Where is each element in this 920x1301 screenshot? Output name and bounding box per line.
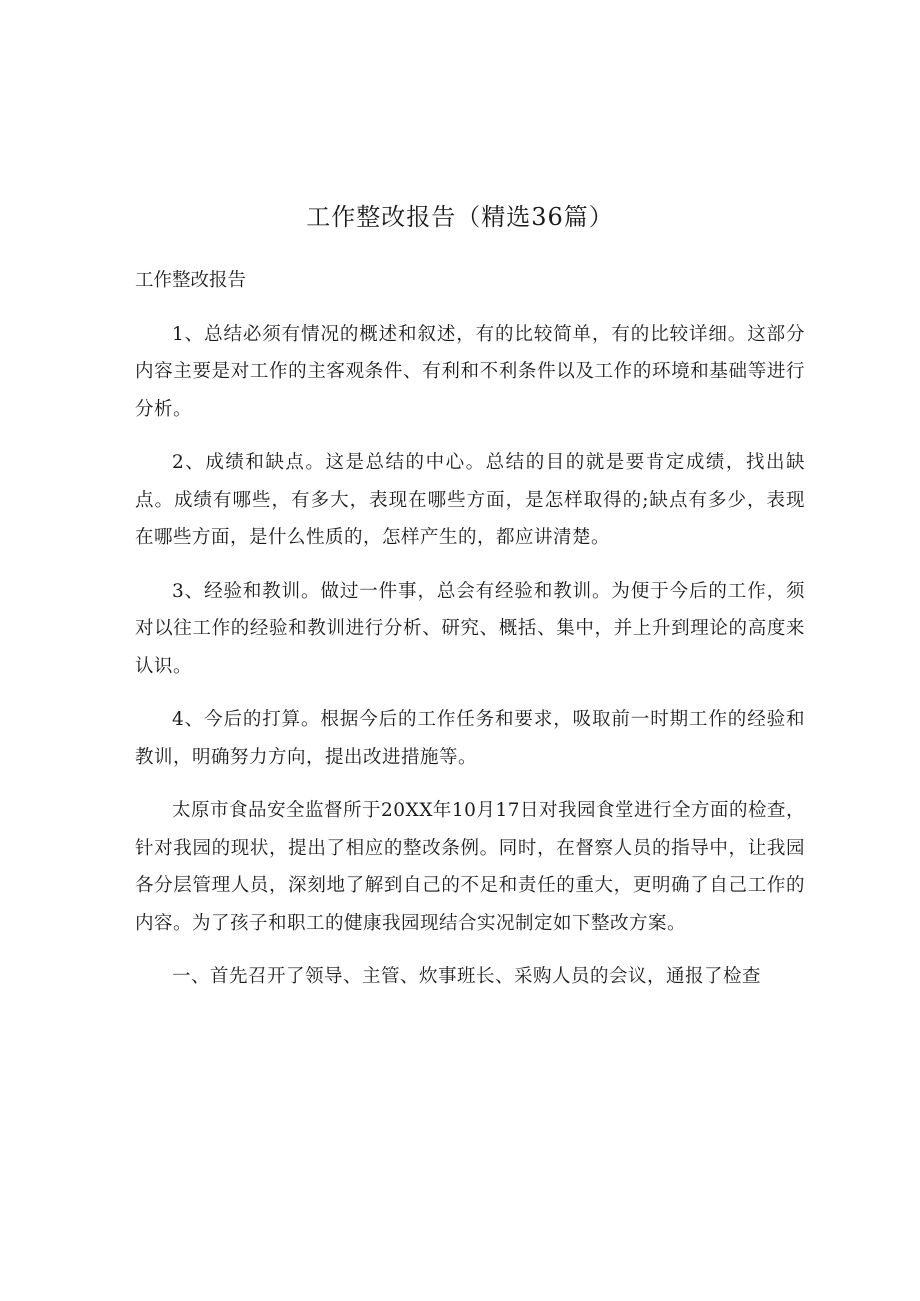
paragraph-measure-one: 一、首先召开了领导、主管、炊事班长、采购人员的会议，通报了检查 [172,966,762,987]
paragraph-summary-overview: 1、总结必须有情况的概述和叙述，有的比较简单，有的比较详细。这部分内容主要是对工作的主客观条件、有利和不利条件以及工作的环境和基础等进行分析。 [135,323,805,420]
document-subtitle: 工作整改报告 [135,270,247,291]
paragraph-future-plans: 4、今后的打算。根据今后的工作任务和要求，吸取前一时期工作的经验和教训，明确努力方向，提出改进措施等。 [135,709,805,768]
paragraph-achievements-shortcomings: 2、成绩和缺点。这是总结的中心。总结的目的就是要肯定成绩，找出缺点。成绩有哪些，有多大，表现在哪些方面，是怎样取得的;缺点有多少，表现在哪些方面，是什么性质的，怎样产生的，都应讲清楚。 [135,452,805,548]
document-title: 工作整改报告（精选36篇） [306,203,614,231]
paragraph-experience-lessons: 3、经验和教训。做过一件事，总会有经验和教训。为便于今后的工作，须对以往工作的经验和教训进行分析、研究、概括、集中，并上升到理论的高度来认识。 [135,580,805,677]
document-body [135,262,805,1012]
paragraph-inspection-background: 太原市食品安全监督所于20XX年10月17日对我园食堂进行全方面的检查，针对我园的现状，提出了相应的整改条例。同时，在督察人员的指导中，让我园各分层管理人员，深刻地了解到自己的不足和责任的重大，更明确了自己工作的内容。为了孩子和职工的健康我园现结合实况制定如下整改方案。 [135,800,805,934]
